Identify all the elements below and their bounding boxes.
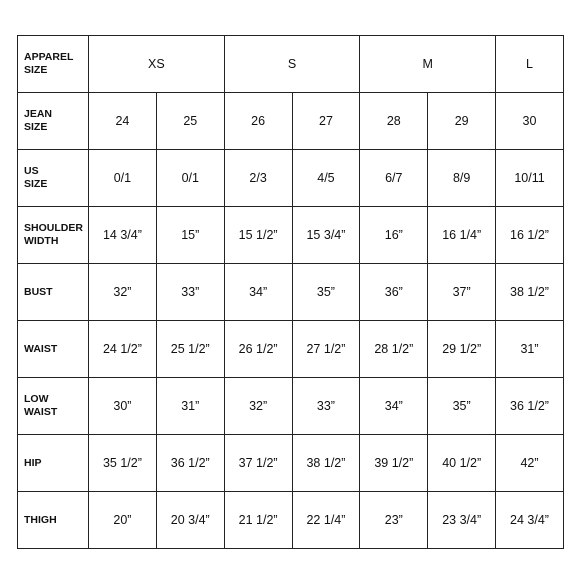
row-label-line: SHOULDER [24,222,83,234]
table-cell: 38 1/2” [496,264,564,321]
header-label-line: APPAREL [24,51,74,63]
header-row [18,36,564,93]
table-cell: 32” [224,378,292,435]
row-label-line: JEAN [24,108,53,120]
table-cell: 29 [428,93,496,150]
table-cell: 33” [156,264,224,321]
table-cell: 38 1/2” [292,435,360,492]
table-cell: 28 1/2” [360,321,428,378]
table-cell: 20 3/4” [156,492,224,549]
table-body [18,93,564,549]
table-cell: 16 1/4” [428,207,496,264]
table-cell: 35” [292,264,360,321]
table-cell: 26 1/2” [224,321,292,378]
header-label-line: SIZE [24,64,48,76]
table-cell: 2/3 [224,150,292,207]
table-cell: 35 1/2” [89,435,157,492]
table-cell: 25 1/2” [156,321,224,378]
table-row [18,207,564,264]
table-cell: 15” [156,207,224,264]
table-row [18,93,564,150]
table-cell: 0/1 [89,150,157,207]
table-cell: 24 1/2” [89,321,157,378]
table-cell: 39 1/2” [360,435,428,492]
row-label-line: BUST [24,285,53,298]
table-cell: 36 1/2” [156,435,224,492]
row-label-line: SIZE [24,178,48,190]
table-cell: 26 [224,93,292,150]
row-label [18,93,89,150]
table-cell: 23” [360,492,428,549]
header-label-cell [18,36,89,93]
row-label-line: LOW [24,393,49,405]
table-cell: 37” [428,264,496,321]
table-cell: 34” [224,264,292,321]
table-cell: 31” [496,321,564,378]
table-row [18,492,564,549]
table-cell: 21 1/2” [224,492,292,549]
table-cell: 30 [496,93,564,150]
table-cell: 22 1/4” [292,492,360,549]
row-label [18,435,89,492]
table-cell: 25 [156,93,224,150]
table-cell: 10/11 [496,150,564,207]
table-cell: 36” [360,264,428,321]
table-cell: 0/1 [156,150,224,207]
table-cell: 40 1/2” [428,435,496,492]
table-row [18,378,564,435]
table-cell: 34” [360,378,428,435]
table-cell: 33” [292,378,360,435]
table-row [18,321,564,378]
size-header-xs: XS [89,36,225,93]
table-cell: 16” [360,207,428,264]
table-cell: 37 1/2” [224,435,292,492]
size-header-l: L [496,36,564,93]
row-label [18,150,89,207]
table-cell: 8/9 [428,150,496,207]
table-cell: 14 3/4” [89,207,157,264]
table-cell: 36 1/2” [496,378,564,435]
row-label-line: THIGH [24,513,57,526]
table-row [18,150,564,207]
table-cell: 24 [89,93,157,150]
table-cell: 4/5 [292,150,360,207]
row-label-line: US [24,165,39,177]
table-cell: 15 1/2” [224,207,292,264]
table-row [18,264,564,321]
row-label-line: HIP [24,456,42,469]
size-chart-table [17,35,564,549]
table-cell: 16 1/2” [496,207,564,264]
table-cell: 20” [89,492,157,549]
size-header-m: M [360,36,496,93]
table-cell: 35” [428,378,496,435]
table-cell: 24 3/4” [496,492,564,549]
table-cell: 29 1/2” [428,321,496,378]
table-cell: 42” [496,435,564,492]
table-cell: 23 3/4” [428,492,496,549]
row-label-line: SIZE [24,121,48,133]
table-cell: 15 3/4” [292,207,360,264]
table-cell: 28 [360,93,428,150]
table-cell: 27 1/2” [292,321,360,378]
row-label [18,378,89,435]
row-label-line: WIDTH [24,235,59,247]
table-cell: 27 [292,93,360,150]
table-cell: 30” [89,378,157,435]
row-label [18,492,89,549]
row-label-line: WAIST [24,406,58,418]
table-cell: 6/7 [360,150,428,207]
row-label [18,207,89,264]
table-row [18,435,564,492]
row-label [18,264,89,321]
row-label-line: WAIST [24,342,58,355]
size-header-s: S [224,36,360,93]
row-label [18,321,89,378]
table-cell: 31” [156,378,224,435]
table-cell: 32” [89,264,157,321]
